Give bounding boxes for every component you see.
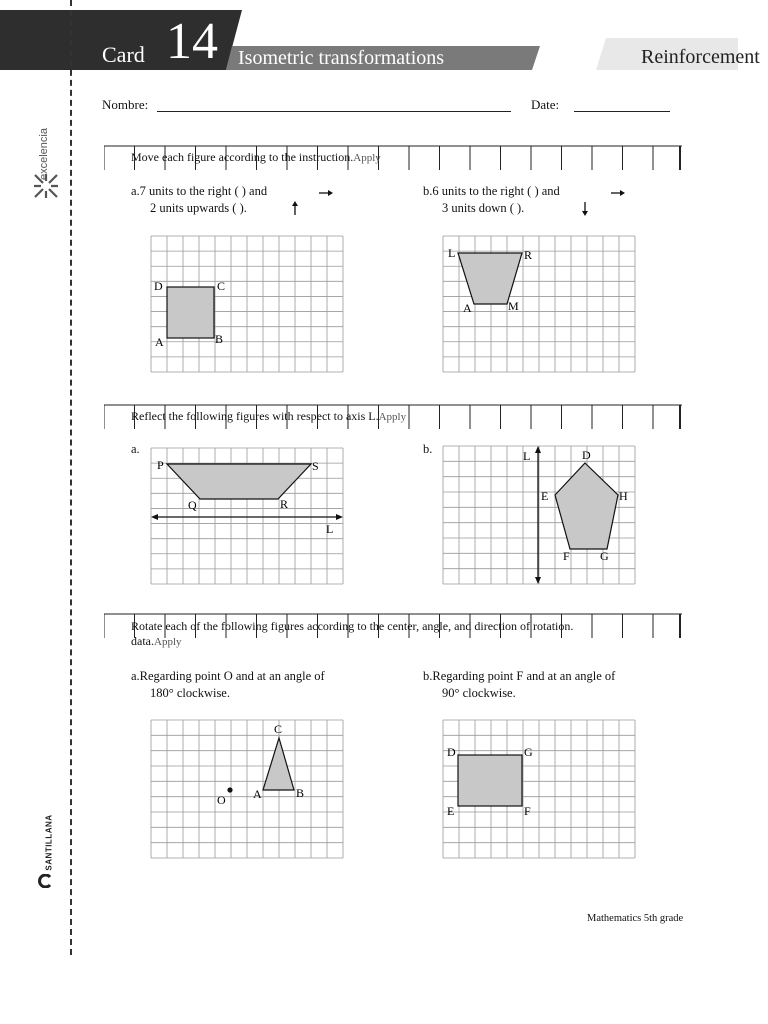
- vertex-label: M: [508, 299, 519, 313]
- item-1b-text: b.6 units to the right ( ) and 3 units down ( ).: [423, 184, 560, 215]
- vertex-label: G: [600, 549, 609, 563]
- up-arrow-icon: [290, 200, 300, 216]
- vertex-label: A: [253, 787, 262, 801]
- card-label: Card: [102, 42, 145, 67]
- section-1-tag: Apply: [353, 152, 381, 164]
- right-arrow-icon: [318, 188, 334, 198]
- item-1a-text: a.7 units to the right ( ) and 2 units upwards ( ).: [131, 184, 268, 215]
- date-label: Date:: [531, 97, 560, 112]
- vertex-label: L: [448, 246, 456, 260]
- grid-3a: [150, 719, 344, 859]
- item-3b-text: b.Regarding point F and at an angle of 90° clockwise.: [423, 669, 616, 700]
- axis-label: L: [523, 449, 531, 463]
- vertex-label: F: [524, 804, 531, 818]
- excelencia-icon: [32, 172, 60, 200]
- section-3-instruction: Rotate each of the following figures according to the center, angle, and direction of rotation. data.Apply: [131, 619, 574, 648]
- vertex-label: G: [524, 745, 533, 759]
- vertex-label: Q: [188, 498, 197, 512]
- vertex-label: D: [154, 279, 163, 293]
- vertex-label: B: [296, 786, 305, 800]
- pentagon-dhgfe: [555, 463, 618, 549]
- vertex-label: D: [447, 745, 456, 759]
- vertex-label: R: [280, 497, 289, 511]
- item-2a-letter: a.: [131, 442, 140, 456]
- reinforcement-label: Reinforcement: [641, 46, 760, 68]
- section-2-tag: Apply: [378, 411, 407, 423]
- vertex-label: C: [217, 279, 226, 293]
- excelencia-logo: excelencia: [26, 118, 66, 210]
- point-o: [227, 787, 232, 792]
- grid-2a: [150, 447, 344, 585]
- santillana-logo: SANTILLANA: [36, 812, 62, 890]
- section-1-instruction: Move each figure according to the instruction.Apply: [131, 150, 381, 164]
- vertex-label: B: [215, 332, 224, 346]
- axis-label: L: [326, 522, 334, 536]
- rectangle-dgfe: [458, 755, 522, 806]
- section-3-tag: Apply: [154, 636, 182, 648]
- grid-3b: [442, 719, 636, 859]
- down-arrow-icon: [580, 201, 590, 217]
- vertex-label: R: [524, 248, 533, 262]
- name-field[interactable]: [157, 111, 511, 112]
- grid-1b: [442, 235, 636, 373]
- vertex-label: P: [157, 458, 164, 472]
- vertex-label: E: [541, 489, 549, 503]
- section-2-instruction: Reflect the following figures with respect to axis L.Apply: [131, 409, 407, 423]
- footer-text: Mathematics 5th grade: [587, 913, 684, 924]
- vertex-label: C: [274, 722, 283, 736]
- vertex-label: A: [155, 335, 164, 349]
- grid-2b: [442, 445, 636, 585]
- card-number: 14: [166, 13, 218, 70]
- vertex-label: A: [463, 301, 472, 315]
- vertex-label: S: [312, 459, 319, 473]
- date-field[interactable]: [574, 111, 670, 112]
- triangle-abc: [263, 738, 294, 790]
- item-3a-text: a.Regarding point O and at an angle of 180° clockwise.: [131, 669, 325, 700]
- vertex-label: H: [619, 489, 628, 503]
- cut-line: [70, 0, 72, 955]
- vertex-label: F: [563, 549, 570, 563]
- grid-1a: [150, 235, 344, 373]
- vertex-label: E: [447, 804, 455, 818]
- right-arrow-icon: [610, 188, 626, 198]
- trapezoid-psrq: [167, 464, 311, 499]
- santillana-icon: [38, 874, 52, 888]
- card-title: Isometric transformations: [238, 47, 445, 69]
- vertex-label: D: [582, 448, 591, 462]
- vertex-label: O: [217, 793, 226, 807]
- square-abcd: [167, 287, 214, 338]
- item-2b-letter: b.: [423, 442, 433, 456]
- name-label: Nombre:: [102, 97, 149, 112]
